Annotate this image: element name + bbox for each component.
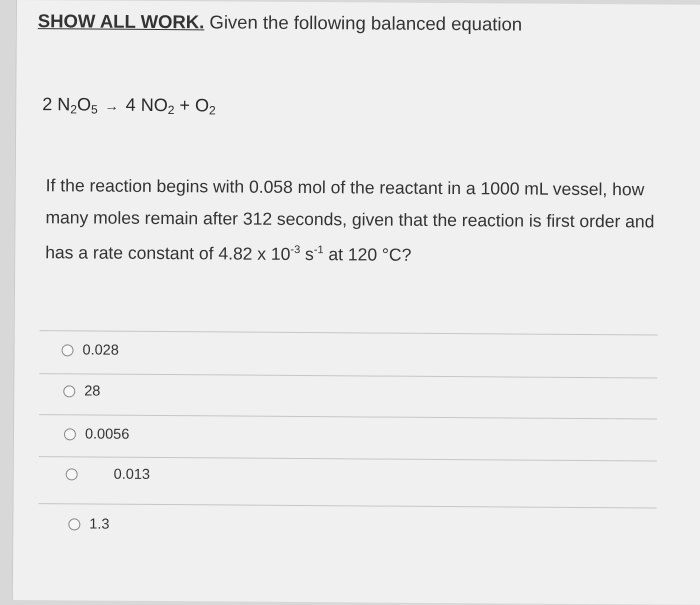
question-panel [12,0,700,605]
reaction-arrow: → [104,97,119,114]
radio-button[interactable] [66,468,78,480]
question-text: If the reaction begins with 0.058 mol of the reactant in a 1000 mL vessel, how many moles remain after 312 seconds, given that the reaction is first order and has a rate constant of 4.82 x $10^{-3}$ $s^{-1}$ at 120 °C? [45,175,655,265]
divider [39,414,657,419]
radio-button[interactable] [63,385,75,397]
answer-option[interactable] [64,426,129,442]
answer-option-label: 0.0056 [84,426,130,443]
chemical-equation [42,94,216,117]
answer-option-label: 1.3 [89,516,110,533]
question-heading [38,10,522,35]
radio-button[interactable] [64,428,76,440]
equation-reactant: $N_2O_5$ [57,94,98,117]
radio-button[interactable] [68,518,80,530]
answer-option[interactable] [61,342,118,358]
equation-product-coefficient: 4 [125,94,136,115]
answer-option-label: 0.013 [113,466,151,483]
divider [40,330,658,335]
show-all-work-label: SHOW ALL WORK. [37,10,205,33]
equation-product-o2: $O_2$ [194,95,216,118]
answer-option[interactable] [68,516,109,532]
radio-button[interactable] [62,344,74,356]
divider [39,456,657,461]
answer-option[interactable] [66,466,150,483]
answer-option-label: 0.028 [82,342,119,359]
answer-option[interactable] [63,383,100,399]
heading-text: Given the following balanced equation [209,11,523,35]
divider [39,373,657,378]
equation-plus: + [179,95,191,116]
equation-reactant-coefficient: 2 [42,94,53,115]
divider [38,503,656,508]
equation-product-no2: $NO_2$ [140,94,175,118]
answer-option-label: 28 [84,383,101,400]
